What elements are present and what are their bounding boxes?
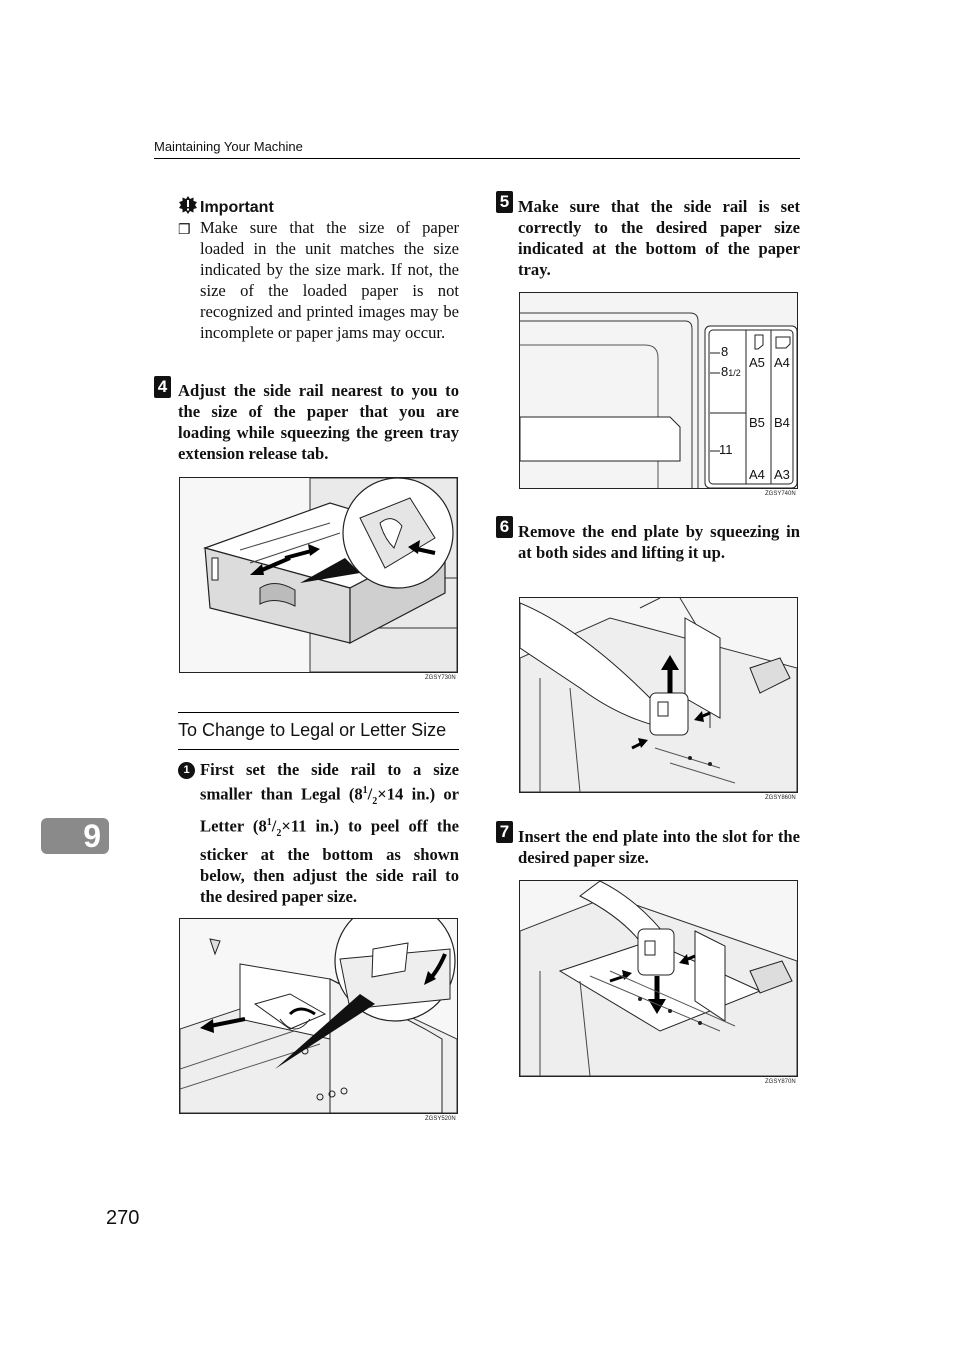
running-header: Maintaining Your Machine [154, 139, 303, 154]
size-label-a4-top: A4 [774, 355, 790, 370]
chapter-tab: 9 [41, 818, 109, 854]
checkbox-bullet-icon: ❒ [178, 223, 191, 238]
size-label-b5: B5 [749, 415, 765, 430]
step-number-5: 5 [496, 191, 513, 213]
important-text: Make sure that the size of paper loaded in the unit matches the size indicated by the size mark. If not, the size of the loaded paper is not recognized and printed images may be incomplete or paper jams may occur. [200, 218, 459, 342]
size-mark-8-half [721, 364, 741, 379]
step-6-text: Remove the end plate by squeezing in at both sides and lifting it up. [518, 522, 800, 562]
step-number-4: 4 [154, 376, 171, 398]
figure-code-2: ZGSY520N [425, 1116, 456, 1122]
section-bottom-rule [178, 749, 459, 750]
size-label-b4: B4 [774, 415, 790, 430]
size-mark-8-half-whole: 8 [721, 364, 729, 379]
section-title: To Change to Legal or Letter Size [178, 720, 447, 740]
step-number-6: 6 [496, 516, 513, 538]
figure-tray-drawer [179, 477, 458, 673]
figure-remove-end-plate [519, 597, 798, 793]
figure-code-5: ZGSY870N [765, 1079, 796, 1085]
substep-1-text-a: First set the side rail to a size smaller than Legal (8 [200, 760, 459, 804]
size-mark-8: 8 [721, 344, 729, 359]
size-label-a5: A5 [749, 355, 765, 370]
section-top-rule [178, 712, 459, 713]
step-7-text: Insert the end plate into the slot for the desired paper size. [518, 827, 800, 867]
figure-code-1: ZGSY730N [425, 675, 456, 681]
important-note [178, 217, 459, 343]
substep-number-1: 1 [178, 762, 195, 779]
figure-sticker-peel [179, 918, 458, 1114]
figure-code-3: ZGSY740N [765, 491, 796, 497]
figure-size-labels [519, 292, 798, 489]
fraction-sup-2: 1 [266, 816, 272, 828]
step-5-text: Make sure that the side rail is set correctly to the desired paper size indicated at the bottom of the paper tray. [518, 197, 800, 279]
header-rule [154, 158, 800, 159]
substep-1-text-c: ×11 in.) to peel off the sticker at the bottom as shown below, then adjust the side rail to the desired paper size. [200, 816, 460, 906]
step-4-text: Adjust the side rail nearest to you to the size of the paper that you are loading while squeezing the green tray extension release tab. [178, 381, 459, 463]
fraction-sub-1: 2 [372, 795, 378, 807]
figure-insert-end-plate [519, 880, 798, 1077]
fraction-sup-1: 1 [362, 785, 368, 796]
size-mark-11: 11 [719, 442, 733, 457]
substep-1-text: First set the side rail to a size smaller than Legal ($8^1/_2\times 14$ in.) or Letter ($8^1/_2\times 11$ in.) to peel off the sticker at the bottom as shown below, then adjust the side rail to the desired paper size. [200, 760, 460, 906]
important-title: Important [200, 198, 274, 216]
figure-code-4: ZGSY860N [765, 795, 796, 801]
size-label-a3: A3 [774, 467, 790, 482]
fraction-sub-2: 2 [276, 827, 282, 839]
substep-1-text-b: ×14 in.) or Letter (8 [200, 784, 459, 836]
step-number-7: 7 [496, 821, 513, 843]
size-mark-8-half-frac: 1/2 [728, 368, 741, 378]
size-label-a4-bottom: A4 [749, 467, 765, 482]
page-number: 270 [106, 1207, 140, 1229]
